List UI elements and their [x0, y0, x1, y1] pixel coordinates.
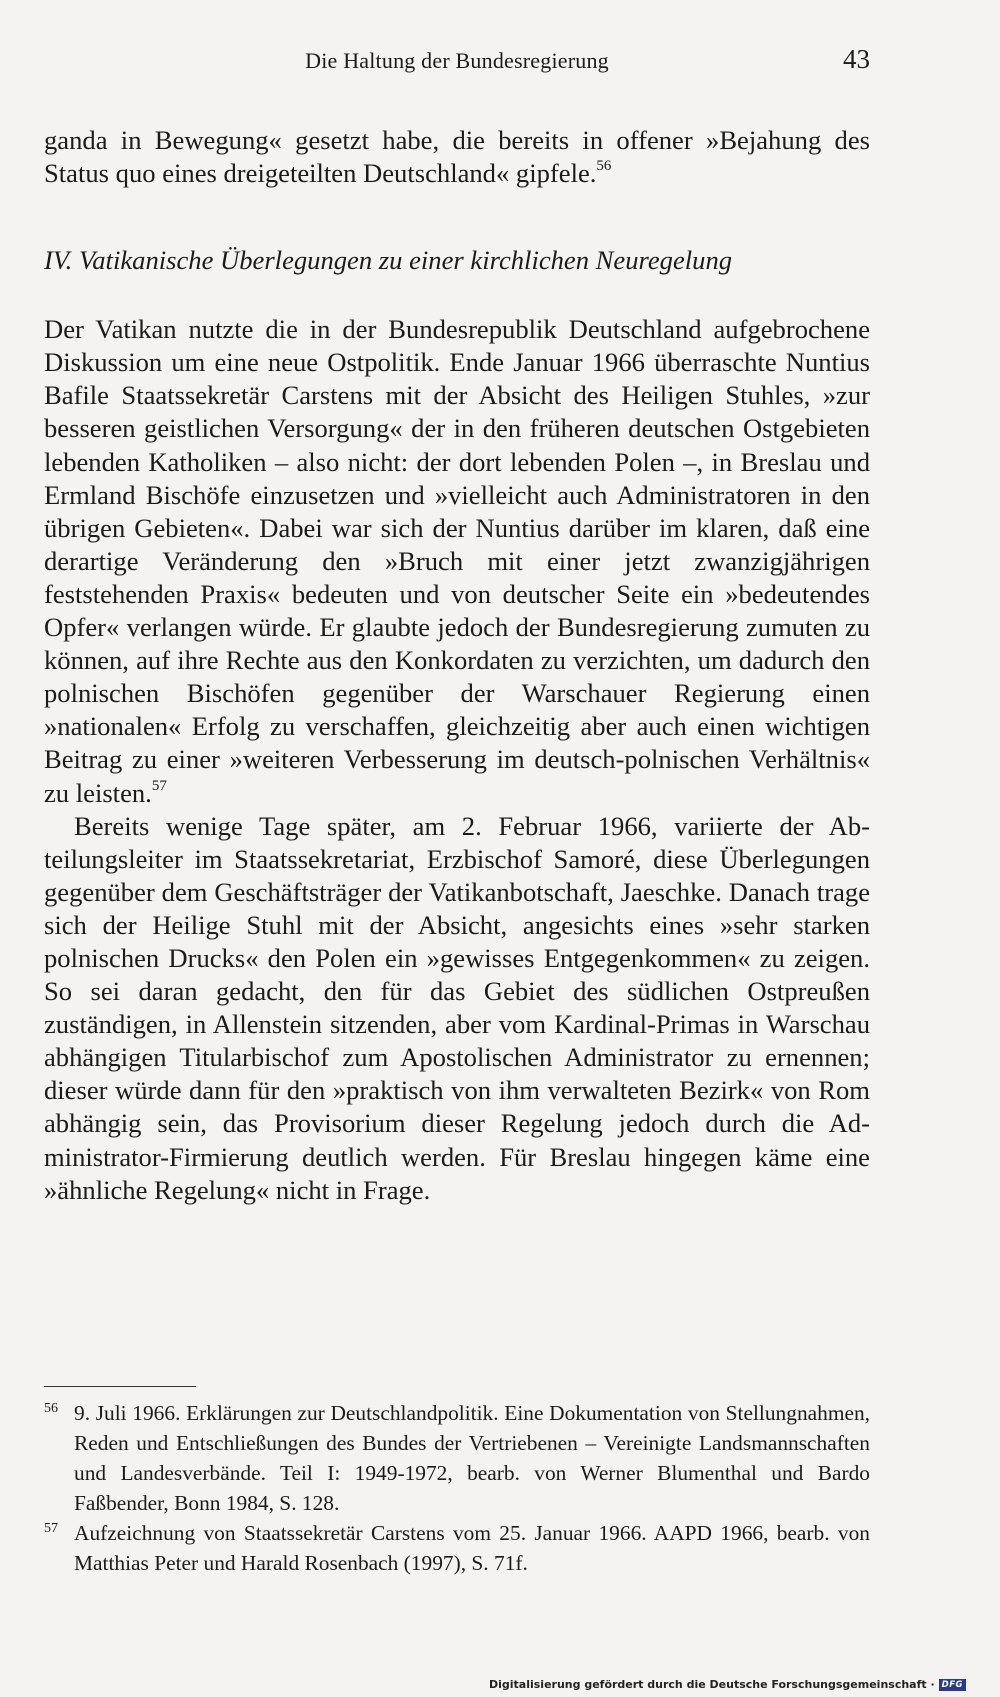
- digitization-credit: [489, 1678, 966, 1691]
- paragraph-text: ganda in Bewegung« gesetzt habe, die bereits in offener »Bejahung des Status quo eines dreigeteilten Deutschland« gipfele.: [44, 125, 870, 189]
- footnote-mark: 56: [44, 1401, 58, 1416]
- footnote-text: Aufzeichnung von Staatssekretär Carstens vom 25. Januar 1966. AAPD 1966, bearb. von Matthias Peter und Harald Rosenbach (1997), S. 71f.: [74, 1521, 870, 1575]
- paragraph-continued: [44, 124, 870, 190]
- footnote: [44, 1518, 870, 1578]
- document-page: [44, 0, 870, 1697]
- paragraph: Bereits wenige Tage später, am 2. Februar 1966, variierte der Abteilungsleiter im Staatssekretariat, Erzbischof Samoré, diese Überlegungen gegenüber dem Geschäftsträger der Vatikanbotschaft, Jaeschke. Danach trage sich der Heilige Stuhl mit der Absicht, angesichts eines »sehr starken polnischen Drucks« den Polen ein »gewisses Entgegenkommen« zu zeigen. So sei daran gedacht, den für das Gebiet des südlichen Ostpreußen zuständigen, in Allenstein sitzenden, aber vom Kardinal-Primas in Warschau abhängigen Titularbischof zum Apostolischen Administrator zu ernennen; dieser würde dann für den »praktisch von ihm verwalteten Bezirk« von Rom abhängig sein, das Provisorium dieser Regelung jedoch durch die Administrator-Firmierung deutlich werden. Für Breslau hingegen käme eine »ähnliche Regelung« nicht in Frage.: [44, 810, 870, 1205]
- credit-text: Digitalisierung gefördert durch die Deutsche Forschungsgemeinschaft ·: [488, 1678, 935, 1691]
- footnote-separator: [44, 1386, 196, 1387]
- page-number: 43: [843, 44, 870, 74]
- footnote-text: 9. Juli 1966. Erklärungen zur Deutschlandpolitik. Eine Dokumentation von Stellungnahmen, Reden und Entschließungen des Bundes der Vertriebenen – Vereinigte Landsmannschaften und Landesverbände. Teil I: 1949-1972, bearb. von Werner Blumenthal und Bardo Faßbender, Bonn 1984, S. 128.: [74, 1401, 870, 1515]
- footnote-reference[interactable]: 57: [151, 777, 167, 794]
- running-title: Die Haltung der Bundesregierung: [305, 48, 609, 73]
- paragraph-text: Der Vatikan nutzte die in der Bundesrepublik Deutschland aufgebrochene Diskussion um eine neue Ostpolitik. Ende Januar 1966 überraschte Nuntius Bafile Staatssekretär Carstens mit der Absicht des Heiligen Stuhles, »zur besseren geistlichen Versorgung« der in den früheren deutschen Ostgebieten lebenden Katholiken – also nicht: der dort lebenden Polen –, in Breslau und Ermland Bischöfe einzusetzen und »vielleicht auch Administratoren in den übrigen Gebieten«. Dabei war sich der Nuntius darüber im klaren, daß eine derartige Veränderung den »Bruch mit einer jetzt zwanzigjährigen feststehenden Praxis« bedeuten und von deutscher Seite ein »bedeutendes Opfer« verlangen würde. Er glaubte jedoch der Bundesregierung zumuten zu können, auf ihre Rechte aus den Konkordaten zu verzichten, um dadurch den polnischen Bischöfen gegenüber der Warschauer Regierung einen »nationalen« Erfolg zu verschaffen, gleichzeitig aber auch einen wichtigen Beitrag zu einer »weiteren Verbesserung im deutsch-polnischen Verhältnis« zu leisten.: [44, 314, 870, 808]
- body-text: [44, 124, 870, 1207]
- footnote-reference[interactable]: 56: [596, 158, 612, 175]
- footnotes: [44, 1398, 870, 1578]
- section-heading: IV. Vatikanische Überlegungen zu einer kirchlichen Neuregelung: [44, 245, 733, 276]
- footnote: [44, 1398, 870, 1518]
- running-head: [44, 44, 870, 80]
- dfg-logo-icon: DFG: [939, 1679, 966, 1691]
- paragraph: [44, 313, 870, 809]
- footnote-mark: 57: [44, 1521, 58, 1536]
